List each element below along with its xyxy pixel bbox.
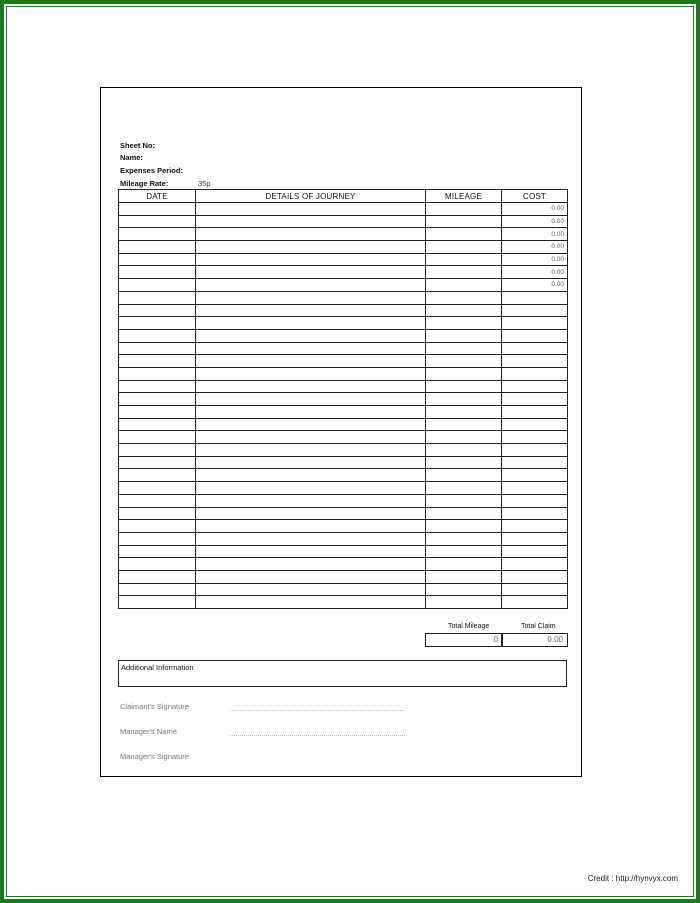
details-cell[interactable] — [196, 520, 426, 533]
cost-cell[interactable] — [502, 418, 568, 431]
mileage-cell[interactable] — [426, 406, 502, 419]
details-cell[interactable] — [196, 215, 426, 228]
mileage-cell[interactable] — [426, 520, 502, 533]
date-cell[interactable] — [119, 494, 196, 507]
cost-cell[interactable]: 0.00 — [502, 203, 568, 216]
details-cell[interactable] — [196, 355, 426, 368]
date-cell[interactable] — [119, 520, 196, 533]
table-row — [119, 558, 568, 571]
credit-text: Credit : http://hynvyx.com — [587, 874, 678, 883]
mileage-cell[interactable] — [426, 596, 502, 609]
cost-cell[interactable] — [502, 456, 568, 469]
mileage-cell[interactable] — [426, 532, 502, 545]
mileage-cell[interactable] — [426, 253, 502, 266]
mileage-cell[interactable] — [426, 431, 502, 444]
mileage-cell[interactable] — [426, 393, 502, 406]
details-cell[interactable] — [196, 494, 426, 507]
column-header-details: DETAILS OF JOURNEY — [196, 190, 426, 203]
mileage-cell[interactable] — [426, 545, 502, 558]
table-row — [119, 494, 568, 507]
date-cell[interactable] — [119, 393, 196, 406]
claimant-signature-line[interactable] — [230, 710, 405, 711]
cost-cell[interactable] — [502, 393, 568, 406]
details-cell[interactable] — [196, 304, 426, 317]
details-cell[interactable] — [196, 228, 426, 241]
total-claim-label: Total Claim — [521, 623, 556, 630]
date-cell[interactable] — [119, 367, 196, 380]
mileage-cell[interactable] — [426, 291, 502, 304]
table-row — [119, 266, 568, 279]
date-cell[interactable] — [119, 507, 196, 520]
details-cell[interactable] — [196, 253, 426, 266]
sheet-no-label: Sheet No: — [120, 141, 156, 150]
details-cell[interactable] — [196, 317, 426, 330]
cost-cell[interactable] — [502, 520, 568, 533]
date-cell[interactable] — [119, 253, 196, 266]
mileage-rate-value: 35p — [198, 179, 211, 188]
cost-cell[interactable] — [502, 507, 568, 520]
table-row — [119, 596, 568, 609]
date-cell[interactable] — [119, 469, 196, 482]
table-row — [119, 228, 568, 241]
date-cell[interactable] — [119, 380, 196, 393]
date-cell[interactable] — [119, 203, 196, 216]
date-cell[interactable] — [119, 431, 196, 444]
table-row — [119, 583, 568, 596]
cost-cell[interactable] — [502, 444, 568, 457]
mileage-cell[interactable] — [426, 342, 502, 355]
cost-cell[interactable]: 0.00 — [502, 253, 568, 266]
table-row — [119, 507, 568, 520]
table-row — [119, 241, 568, 254]
mileage-cell[interactable] — [426, 241, 502, 254]
table-header-row — [119, 190, 568, 203]
table-row — [119, 203, 568, 216]
details-cell[interactable] — [196, 456, 426, 469]
mileage-rate-label: Mileage Rate: — [120, 179, 169, 188]
column-header-date: DATE — [119, 190, 196, 203]
table-row — [119, 456, 568, 469]
date-cell[interactable] — [119, 444, 196, 457]
mileage-cell[interactable] — [426, 482, 502, 495]
date-cell[interactable] — [119, 570, 196, 583]
table-row — [119, 367, 568, 380]
details-cell[interactable] — [196, 431, 426, 444]
cost-cell[interactable] — [502, 304, 568, 317]
mileage-cell[interactable] — [426, 203, 502, 216]
cost-cell[interactable]: 0.00 — [502, 279, 568, 292]
cost-cell[interactable] — [502, 482, 568, 495]
details-cell[interactable] — [196, 279, 426, 292]
cost-cell[interactable]: 0.00 — [502, 215, 568, 228]
date-cell[interactable] — [119, 228, 196, 241]
cost-cell[interactable] — [502, 380, 568, 393]
details-cell[interactable] — [196, 380, 426, 393]
total-mileage-field[interactable]: 0 — [425, 633, 503, 647]
date-cell[interactable] — [119, 456, 196, 469]
details-cell[interactable] — [196, 367, 426, 380]
table-row — [119, 291, 568, 304]
cost-cell[interactable] — [502, 329, 568, 342]
table-row — [119, 469, 568, 482]
cost-cell[interactable] — [502, 291, 568, 304]
table-row — [119, 380, 568, 393]
table-row — [119, 570, 568, 583]
total-claim-field[interactable]: 0.00 — [501, 633, 568, 647]
additional-information-label: Additional Information — [121, 663, 194, 672]
details-cell[interactable] — [196, 203, 426, 216]
date-cell[interactable] — [119, 291, 196, 304]
journey-table-body — [119, 203, 568, 609]
mileage-cell[interactable] — [426, 279, 502, 292]
mileage-cell[interactable] — [426, 507, 502, 520]
details-cell[interactable] — [196, 393, 426, 406]
details-cell[interactable] — [196, 469, 426, 482]
mileage-cell[interactable] — [426, 558, 502, 571]
mileage-cell[interactable] — [426, 317, 502, 330]
mileage-cell[interactable] — [426, 456, 502, 469]
table-row — [119, 520, 568, 533]
table-row — [119, 317, 568, 330]
cost-cell[interactable] — [502, 570, 568, 583]
expenses-period-label: Expenses Period: — [120, 166, 183, 175]
additional-information-box[interactable] — [118, 660, 567, 687]
table-row — [119, 215, 568, 228]
date-cell[interactable] — [119, 558, 196, 571]
mileage-cell[interactable] — [426, 266, 502, 279]
details-cell[interactable] — [196, 329, 426, 342]
mileage-cell[interactable] — [426, 570, 502, 583]
details-cell[interactable] — [196, 291, 426, 304]
column-header-mileage: MILEAGE — [426, 190, 502, 203]
name-label: Name: — [120, 153, 143, 162]
details-cell[interactable] — [196, 444, 426, 457]
details-cell[interactable] — [196, 266, 426, 279]
mileage-cell[interactable] — [426, 215, 502, 228]
details-cell[interactable] — [196, 482, 426, 495]
cost-cell[interactable] — [502, 532, 568, 545]
details-cell[interactable] — [196, 570, 426, 583]
details-cell[interactable] — [196, 418, 426, 431]
managers-name-line[interactable] — [230, 735, 405, 736]
details-cell[interactable] — [196, 406, 426, 419]
cost-cell[interactable] — [502, 545, 568, 558]
cost-cell[interactable] — [502, 469, 568, 482]
date-cell[interactable] — [119, 545, 196, 558]
details-cell[interactable] — [196, 532, 426, 545]
date-cell[interactable] — [119, 355, 196, 368]
mileage-cell[interactable] — [426, 380, 502, 393]
mileage-cell[interactable] — [426, 494, 502, 507]
details-cell[interactable] — [196, 342, 426, 355]
managers-name-label: Manager's Name — [120, 727, 177, 736]
details-cell[interactable] — [196, 507, 426, 520]
journey-table — [118, 189, 568, 609]
cost-cell[interactable] — [502, 342, 568, 355]
cost-cell[interactable]: 0.00 — [502, 228, 568, 241]
column-header-cost: COST — [502, 190, 568, 203]
table-row — [119, 406, 568, 419]
cost-cell[interactable]: 0.00 — [502, 266, 568, 279]
mileage-cell[interactable] — [426, 304, 502, 317]
mileage-cell[interactable] — [426, 367, 502, 380]
date-cell[interactable] — [119, 304, 196, 317]
date-cell[interactable] — [119, 317, 196, 330]
total-mileage-label: Total Mileage — [448, 623, 490, 630]
details-cell[interactable] — [196, 241, 426, 254]
table-row — [119, 355, 568, 368]
cost-cell[interactable] — [502, 367, 568, 380]
date-cell[interactable] — [119, 418, 196, 431]
details-cell[interactable] — [196, 558, 426, 571]
cost-cell[interactable] — [502, 558, 568, 571]
table-row — [119, 418, 568, 431]
cost-cell[interactable] — [502, 406, 568, 419]
date-cell[interactable] — [119, 241, 196, 254]
table-row — [119, 482, 568, 495]
cost-cell[interactable] — [502, 494, 568, 507]
date-cell[interactable] — [119, 532, 196, 545]
mileage-cell[interactable] — [426, 418, 502, 431]
details-cell[interactable] — [196, 545, 426, 558]
date-cell[interactable] — [119, 406, 196, 419]
table-row — [119, 342, 568, 355]
managers-signature-label: Manager's Signature — [120, 752, 189, 761]
cost-cell[interactable] — [502, 596, 568, 609]
mileage-cell[interactable] — [426, 329, 502, 342]
table-row — [119, 329, 568, 342]
mileage-cell[interactable] — [426, 228, 502, 241]
claimant-signature-label: Claimant's Signature — [120, 702, 189, 711]
table-row — [119, 304, 568, 317]
cost-cell[interactable] — [502, 431, 568, 444]
cost-cell[interactable]: 0.00 — [502, 241, 568, 254]
table-row — [119, 532, 568, 545]
date-cell[interactable] — [119, 329, 196, 342]
cost-cell[interactable] — [502, 317, 568, 330]
mileage-cell[interactable] — [426, 444, 502, 457]
cost-cell[interactable] — [502, 583, 568, 596]
table-row — [119, 279, 568, 292]
date-cell[interactable] — [119, 215, 196, 228]
table-row — [119, 393, 568, 406]
mileage-cell[interactable] — [426, 583, 502, 596]
date-cell[interactable] — [119, 342, 196, 355]
mileage-cell[interactable] — [426, 469, 502, 482]
table-row — [119, 444, 568, 457]
cost-cell[interactable] — [502, 355, 568, 368]
mileage-cell[interactable] — [426, 355, 502, 368]
date-cell[interactable] — [119, 279, 196, 292]
details-cell[interactable] — [196, 596, 426, 609]
date-cell[interactable] — [119, 482, 196, 495]
date-cell[interactable] — [119, 266, 196, 279]
date-cell[interactable] — [119, 596, 196, 609]
table-row — [119, 431, 568, 444]
details-cell[interactable] — [196, 583, 426, 596]
date-cell[interactable] — [119, 583, 196, 596]
table-row — [119, 545, 568, 558]
table-row — [119, 253, 568, 266]
